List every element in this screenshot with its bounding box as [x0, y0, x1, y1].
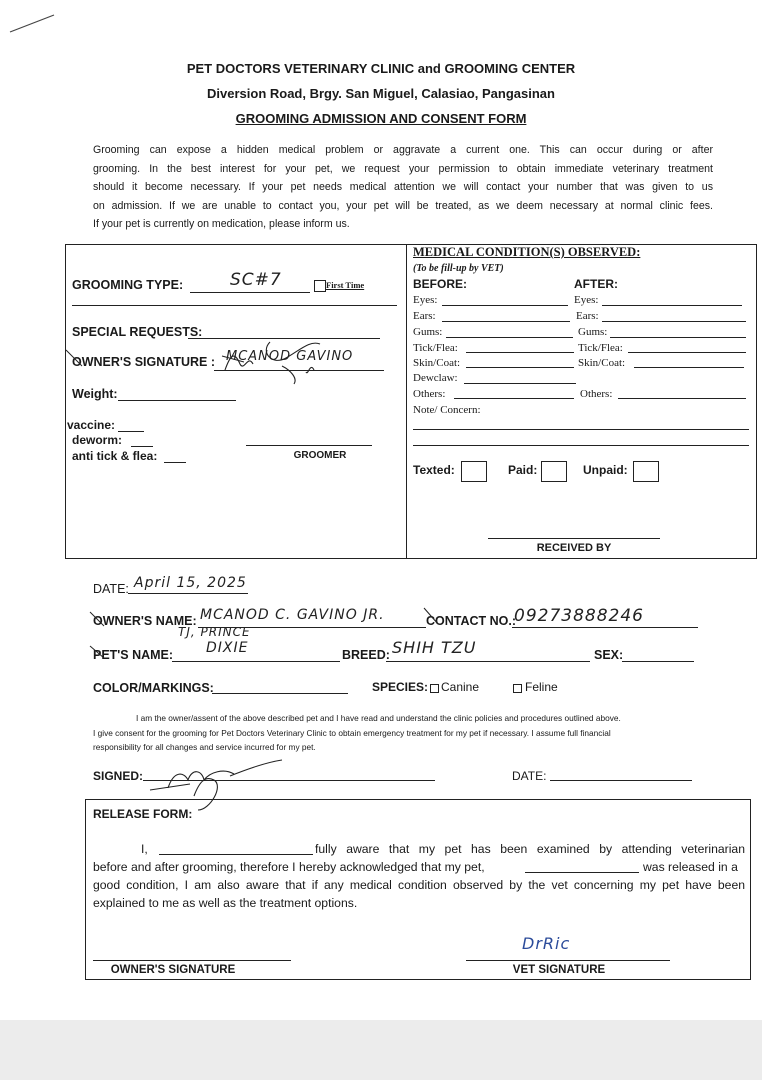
consent-date-label: DATE: [512, 769, 547, 783]
signed-label: SIGNED: [93, 769, 144, 783]
before-ears-label: Ears: [413, 310, 436, 322]
consent-line-3: responsibility for all changes and service incurred for my pet. [93, 742, 316, 752]
before-others-label: Others: [413, 388, 446, 400]
after-skin-field[interactable] [634, 367, 744, 368]
after-gums-label: Gums: [578, 326, 608, 338]
after-eyes-label: Eyes: [574, 294, 599, 306]
owner-signature-value: MCANOD GAVINO [226, 349, 354, 364]
grooming-type-field[interactable] [190, 292, 310, 293]
canine-checkbox[interactable] [430, 684, 439, 693]
received-by-label: RECEIVED BY [536, 542, 612, 554]
date-label: DATE: [93, 582, 129, 596]
before-tick-label: Tick/Flea: [413, 342, 458, 354]
sex-field[interactable] [622, 661, 694, 662]
intro-line: should it become necessary. If your pet needs medical attention we will contact your number that was given to us [93, 181, 713, 193]
after-gums-field[interactable] [610, 337, 746, 338]
intro-line: Grooming can expose a hidden medical problem or aggravate a current one. This can occur during or after [93, 144, 713, 156]
before-dewclaw-label: Dewclaw: [413, 372, 458, 384]
feline-label: Feline [525, 680, 558, 694]
vet-signature-value: DrRic [522, 934, 571, 953]
after-tick-field[interactable] [628, 352, 746, 353]
release-line1-text: fully aware that my pet has been examined by attending veterinarian [315, 842, 745, 856]
before-eyes-label: Eyes: [413, 294, 438, 306]
pet-name-value-line1: TJ, PRINCE [178, 625, 251, 639]
intro-line: If your pet is currently on medication, please inform us. [93, 218, 350, 230]
owner-name-value: MCANOD C. GAVINO JR. [200, 607, 385, 623]
note-concern-label: Note/ Concern: [413, 404, 481, 416]
after-tick-label: Tick/Flea: [578, 342, 623, 354]
after-eyes-field[interactable] [602, 305, 742, 306]
release-line4-text: explained to me as well as the treatment options. [93, 896, 358, 910]
contact-label: CONTACT NO.: [426, 614, 517, 628]
special-requests-label: SPECIAL REQUESTS: [72, 325, 203, 339]
breed-value: SHIH TZU [392, 638, 477, 657]
paid-checkbox[interactable] [541, 461, 567, 482]
intro-line: on admission. If we are unable to contact you, your pet will be treated, as we deem necessary at normal clinic fees. [93, 199, 713, 212]
anti-tick-label: anti tick & flea: [72, 449, 158, 463]
unpaid-label: Unpaid: [583, 463, 628, 477]
after-others-label: Others: [580, 388, 613, 400]
release-owner-signature-label: OWNER'S SIGNATURE [110, 964, 236, 976]
intro-paragraph [93, 141, 713, 234]
release-paragraph [93, 840, 745, 912]
date-value: April 15, 2025 [134, 575, 247, 591]
contact-value: 09273888246 [514, 606, 644, 626]
received-by-field[interactable] [488, 538, 660, 539]
scan-shadow [0, 1020, 762, 1080]
sex-label: SEX: [594, 648, 624, 662]
first-time-label: First Time [326, 280, 365, 290]
grooming-extra-line [72, 305, 397, 306]
intro-line: grooming. In the best interest for your pet, we request your permission to obtain immediate veterinary treatment [93, 162, 713, 175]
release-line2-end: was released in a [643, 860, 738, 874]
release-owner-signature-field[interactable] [93, 960, 291, 961]
release-pet-name-field[interactable] [525, 872, 639, 873]
vet-signature-label: VET SIGNATURE [512, 964, 606, 976]
weight-label: Weight: [72, 387, 118, 401]
groomer-label: GROOMER [293, 450, 347, 461]
before-ears-field[interactable] [442, 321, 570, 322]
contact-field[interactable] [512, 627, 698, 628]
vet-signature-field[interactable] [466, 960, 670, 961]
first-time-checkbox[interactable] [314, 280, 326, 292]
after-ears-label: Ears: [576, 310, 599, 322]
release-owner-name-field[interactable] [159, 854, 313, 855]
clinic-address: Diversion Road, Brgy. San Miguel, Calasiao, Pangasinan [207, 86, 555, 101]
pet-name-value-line2: DIXIE [206, 640, 249, 656]
texted-label: Texted: [413, 463, 455, 477]
species-label: SPECIES: [372, 680, 429, 694]
grooming-type-value: SC#7 [230, 270, 282, 290]
owner-signature-label: OWNER'S SIGNATURE : [72, 355, 216, 369]
deworm-label: deworm: [72, 433, 123, 447]
color-markings-label: COLOR/MARKINGS: [93, 681, 214, 695]
release-line2-text: before and after grooming, therefore I hereby acknowledged that my pet, [93, 860, 485, 874]
unpaid-checkbox[interactable] [633, 461, 659, 482]
after-ears-field[interactable] [602, 321, 746, 322]
after-skin-label: Skin/Coat: [578, 357, 626, 369]
canine-label: Canine [441, 680, 480, 694]
consent-date-field[interactable] [550, 780, 692, 781]
owner-name-label: OWNER'S NAME: [93, 614, 197, 628]
handwritten-strike-marks [60, 340, 480, 670]
pet-name-label: PET'S NAME: [93, 648, 174, 662]
feline-checkbox[interactable] [513, 684, 522, 693]
paid-label: Paid: [508, 463, 538, 477]
before-dewclaw-field[interactable] [464, 383, 576, 384]
before-eyes-field[interactable] [442, 305, 568, 306]
grooming-type-label: GROOMING TYPE: [72, 278, 184, 292]
before-gums-field[interactable] [446, 337, 573, 338]
before-gums-label: Gums: [413, 326, 443, 338]
before-header: BEFORE: [413, 277, 467, 291]
release-line3-text: good condition, I am also aware that if any medical condition observed by the vet concerning my pet have been [93, 878, 745, 892]
after-header: AFTER: [574, 277, 618, 291]
consent-line-2: I give consent for the grooming for Pet Doctors Veterinary Clinic to obtain emergency treatment for my pet if necessary. I assume full financial [93, 728, 611, 738]
release-form-title: RELEASE FORM: [93, 807, 193, 821]
clinic-name: PET DOCTORS VETERINARY CLINIC and GROOMING CENTER [186, 61, 576, 76]
vaccine-label: vaccine: [67, 418, 116, 432]
color-markings-field[interactable] [212, 693, 348, 694]
before-skin-field[interactable] [466, 367, 574, 368]
after-others-field[interactable] [618, 398, 746, 399]
breed-label: BREED: [342, 648, 390, 662]
pen-stroke-mark [8, 12, 58, 34]
consent-line-1: I am the owner/assent of the above described pet and I have read and understand the clinic policies and procedures outlined above. [136, 713, 621, 723]
release-i-label: I, [141, 842, 148, 856]
medical-condition-subtitle: (To be fill-up by VET) [413, 263, 504, 274]
before-skin-label: Skin/Coat: [413, 357, 461, 369]
medical-condition-title: MEDICAL CONDITION(S) OBSERVED: [413, 245, 641, 259]
before-tick-field[interactable] [466, 352, 574, 353]
form-title: GROOMING ADMISSION AND CONSENT FORM [235, 111, 527, 126]
